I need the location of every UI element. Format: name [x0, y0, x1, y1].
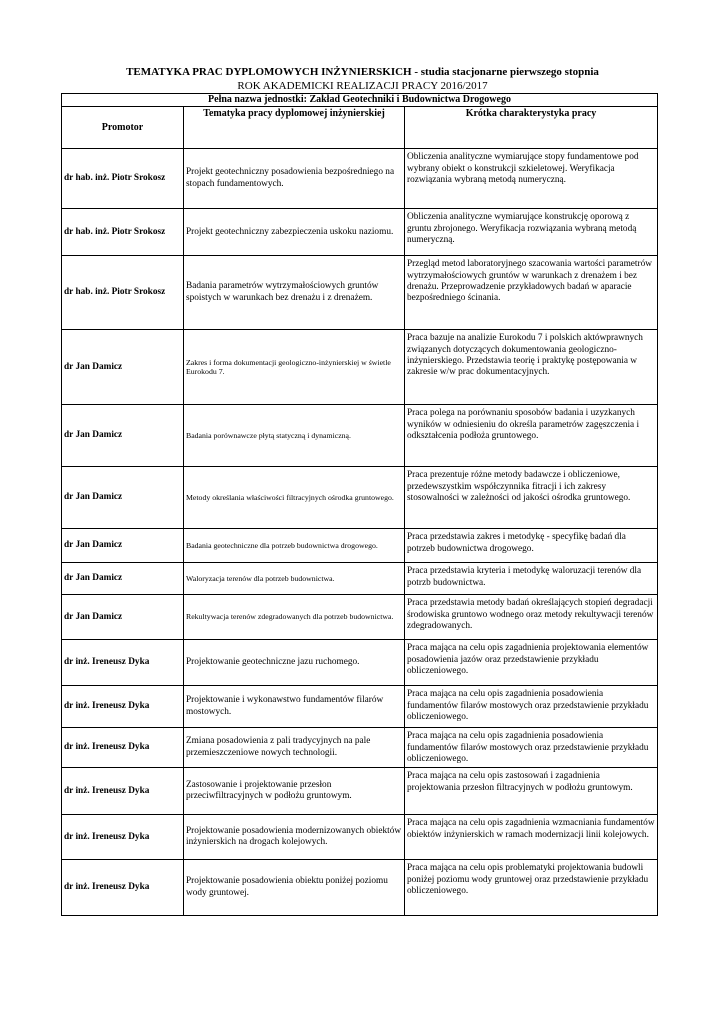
promotor-cell: dr hab. inż. Piotr Srokosz	[62, 149, 184, 209]
table-row	[62, 405, 658, 467]
topic-cell: Rekultywacja terenów zdegradowanych dla potrzeb budownictwa.	[184, 595, 405, 640]
topic-cell: Waloryzacja terenów dla potrzeb budownictwa.	[184, 563, 405, 595]
description-cell: Przegląd metod laboratoryjnego szacowania wartości parametrów wytrzymałościowych gruntów w warunkach z drenażem i bez drenażu. Przeprowadzenie przykładowych badań w aparacie bezpośredniego ścinania.	[405, 256, 658, 330]
description-cell: Praca przedstawia metody badań określających stopień degradacji środowiska gruntowo wodnego oraz metody rekultywacji terenów zdegradowanych.	[405, 595, 658, 640]
description-cell: Praca przedstawia zakres i metodykę - specyfikę badań dla potrzeb budownictwa drogowego.	[405, 529, 658, 563]
topic-cell: Projektowanie geotechniczne jazu ruchomego.	[184, 640, 405, 686]
promotor-cell: dr Jan Damicz	[62, 405, 184, 467]
description-cell: Praca mająca na celu opis zagadnienia posadowienia fundamentów filarów mostowych oraz przedstawienie przykładu obliczeniowego.	[405, 728, 658, 768]
description-cell: Praca bazuje na analizie Eurokodu 7 i polskich aktówprawnych związanych dotyczących dokumentowania geologiczno-inżynierskiego. Przedstawia teorię i praktykę postępowania w zakresie w/w prac dokumentacyjnych.	[405, 330, 658, 405]
table-row	[62, 529, 658, 563]
description-cell: Obliczenia analityczne wymiarujące stopy fundamentowe pod wybrany obiekt o konstrukcji szkieletowej. Weryfikacja rozwiązania wybraną metodą numeryczną.	[405, 149, 658, 209]
promotor-cell: dr hab. inż. Piotr Srokosz	[62, 209, 184, 256]
topic-cell: Metody określania właściwości filtracyjnych ośrodka gruntowego.	[184, 467, 405, 529]
topic-cell: Projekt geotechniczny zabezpieczenia uskoku naziomu.	[184, 209, 405, 256]
table-row	[62, 686, 658, 728]
table-row	[62, 728, 658, 768]
promotor-cell: dr inż. Ireneusz Dyka	[62, 860, 184, 916]
description-cell: Praca prezentuje różne metody badawcze i obliczeniowe, przedewszystkim współczynnika fitracji i ich zakresy stosowalności w zależności od jakości ośrodka gruntowego.	[405, 467, 658, 529]
table-row	[62, 256, 658, 330]
description-cell: Praca mająca na celu opis zastosowań i zagadnienia projektowania przesłon filtracyjnych w podłożu gruntowym.	[405, 768, 658, 815]
description-cell: Praca polega na porównaniu sposobów badania i uzyzkanych wyników w odniesieniu do określa parametrów zagęszczenia i odkształcenia podłoża gruntowego.	[405, 405, 658, 467]
header-promotor: Promotor	[62, 107, 184, 149]
document-title: TEMATYKA PRAC DYPLOMOWYCH INŻYNIERSKICH - studia stacjonarne pierwszego stopnia	[126, 66, 599, 78]
document-subtitle: ROK AKADEMICKI REALIZACJI PRACY 2016/2017	[237, 80, 488, 92]
unit-name: Pełna nazwa jednostki: Zakład Geotechniki i Budownictwa Drogowego	[62, 94, 658, 107]
topic-cell: Badania porównawcze płytą statyczną i dynamiczną.	[184, 405, 405, 467]
unit-row	[62, 94, 658, 107]
topic-cell: Projektowanie posadowienia obiektu poniżej poziomu wody gruntowej.	[184, 860, 405, 916]
header-topic: Tematyka pracy dyplomowej inżynierskiej	[184, 107, 405, 149]
topic-cell: Badania parametrów wytrzymałościowych gruntów spoistych w warunkach bez drenażu i z drenażem.	[184, 256, 405, 330]
header-row	[62, 107, 658, 149]
promotor-cell: dr hab. inż. Piotr Srokosz	[62, 256, 184, 330]
table-row	[62, 815, 658, 860]
topic-cell: Zmiana posadowienia z pali tradycyjnych na pale przemieszczeniowe nowych technologii.	[184, 728, 405, 768]
table-row	[62, 563, 658, 595]
thesis-topics-table	[61, 93, 658, 916]
promotor-cell: dr Jan Damicz	[62, 563, 184, 595]
promotor-cell: dr Jan Damicz	[62, 529, 184, 563]
description-cell: Praca mająca na celu opis problematyki projektowania budowli poniżej poziomu wody gruntowej oraz przedstawienie przykładu obliczeniowego.	[405, 860, 658, 916]
promotor-cell: dr inż. Ireneusz Dyka	[62, 640, 184, 686]
description-cell: Obliczenia analityczne wymiarujące konstrukcję oporową z gruntu zbrojonego. Weryfikacja rozwiązania wybraną metodą numeryczną.	[405, 209, 658, 256]
description-cell: Praca mająca na celu opis zagadnienia posadowienia fundamentów filarów mostowych oraz przedstawienie przykładu obliczeniowego.	[405, 686, 658, 728]
description-cell: Praca mająca na celu opis zagadnienia projektowania elementów posadowienia jazów oraz przedstawienie przykładu obliczeniowego.	[405, 640, 658, 686]
promotor-cell: dr Jan Damicz	[62, 330, 184, 405]
promotor-cell: dr Jan Damicz	[62, 595, 184, 640]
table-row	[62, 467, 658, 529]
topic-cell: Badania geotechniczne dla potrzeb budownictwa drogowego.	[184, 529, 405, 563]
topic-cell: Zakres i forma dokumentacji geologiczno-inżynierskiej w świetle Eurokodu 7.	[184, 330, 405, 405]
topic-cell: Projektowanie i wykonawstwo fundamentów filarów mostowych.	[184, 686, 405, 728]
table-row	[62, 860, 658, 916]
promotor-cell: dr inż. Ireneusz Dyka	[62, 728, 184, 768]
description-cell: Praca mająca na celu opis zagadnienia wzmacniania fundamentów obiektów inżynierskich w ramach modernizacji linii kolejowych.	[405, 815, 658, 860]
topic-cell: Projekt geotechniczny posadowienia bezpośredniego na stopach fundamentowych.	[184, 149, 405, 209]
table-row	[62, 768, 658, 815]
description-cell: Praca przedstawia kryteria i metodykę waloruzacji terenów dla potrzb budownictwa.	[405, 563, 658, 595]
topic-cell: Projektowanie posadowienia modernizowanych obiektów inżynierskich na drogach kolejowych.	[184, 815, 405, 860]
promotor-cell: dr inż. Ireneusz Dyka	[62, 768, 184, 815]
promotor-cell: dr inż. Ireneusz Dyka	[62, 686, 184, 728]
topic-cell: Zastosowanie i projektowanie przesłon przeciwfiltracyjnych w podłożu gruntowym.	[184, 768, 405, 815]
header-description: Krótka charakterystyka pracy	[405, 107, 658, 149]
table-row	[62, 330, 658, 405]
promotor-cell: dr Jan Damicz	[62, 467, 184, 529]
table-row	[62, 209, 658, 256]
table-row	[62, 640, 658, 686]
table-row	[62, 149, 658, 209]
table-row	[62, 595, 658, 640]
promotor-cell: dr inż. Ireneusz Dyka	[62, 815, 184, 860]
